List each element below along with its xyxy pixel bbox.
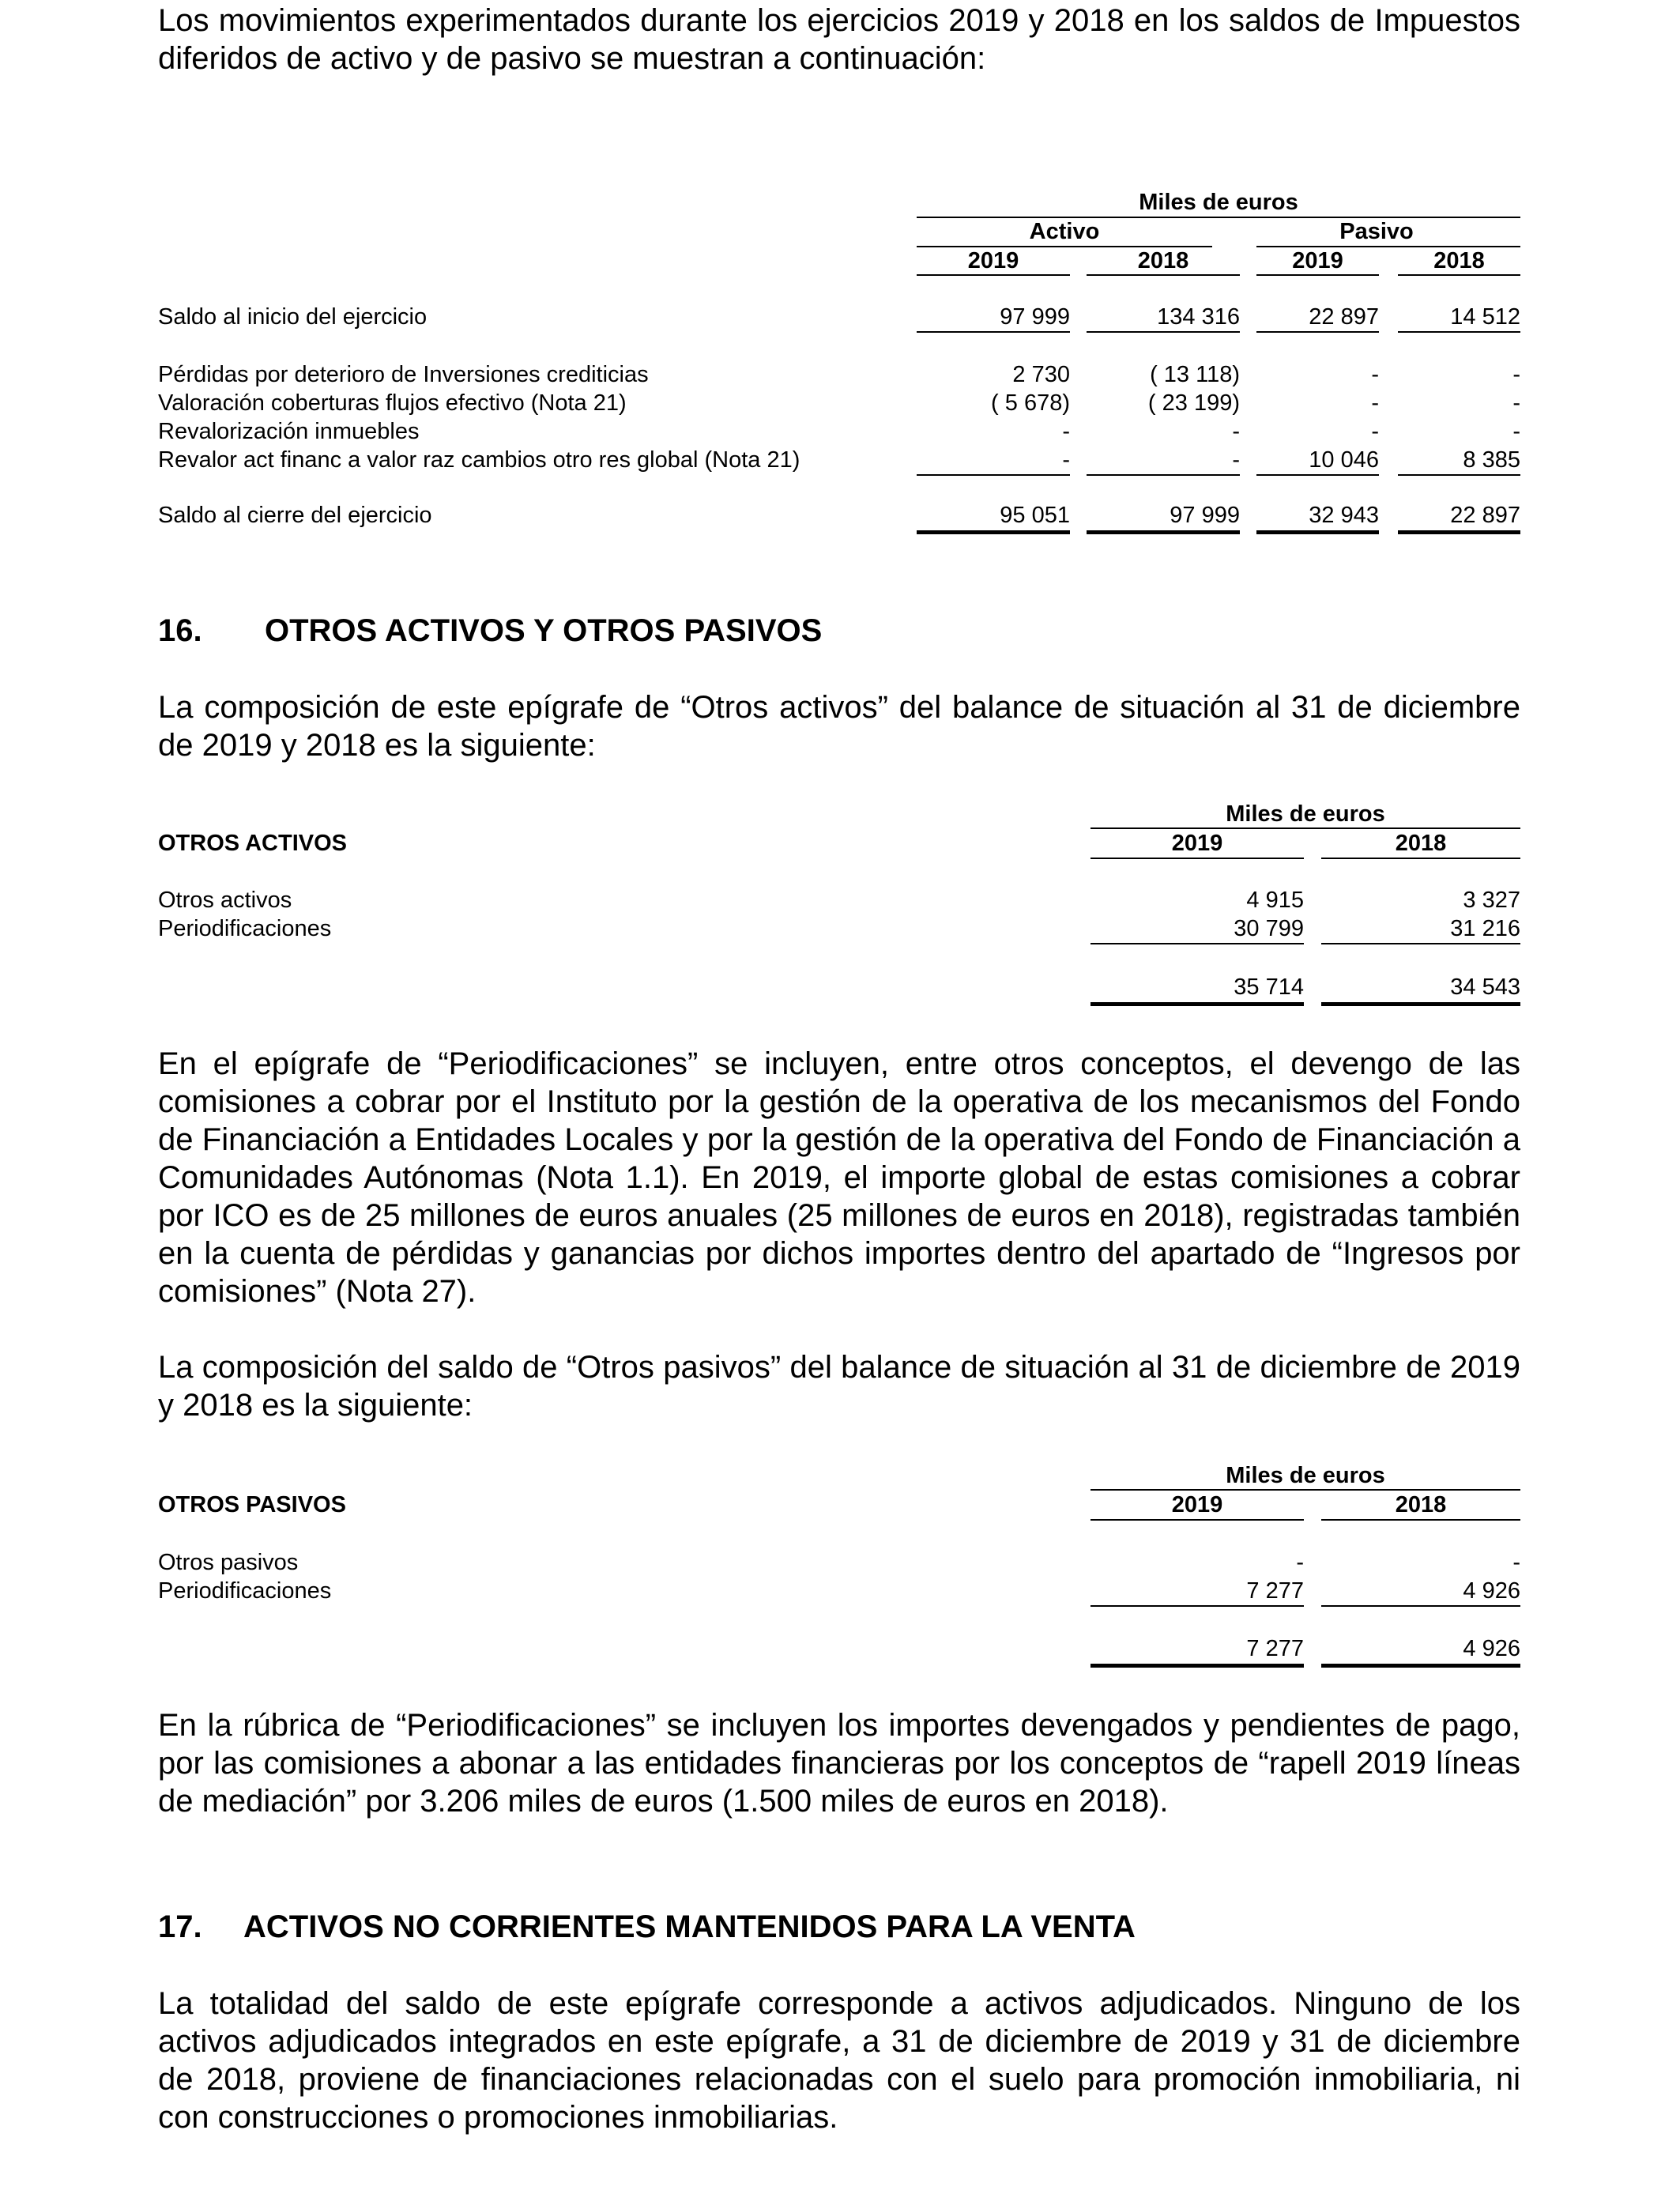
cell-value: ( 13 118)	[1150, 362, 1240, 387]
cell-value: 3 327	[1463, 888, 1520, 913]
group-activo: Activo	[1029, 219, 1100, 244]
row-rule	[1321, 1605, 1520, 1607]
total-rule	[1321, 1664, 1520, 1668]
cell-value: -	[1296, 1550, 1304, 1575]
cell-value: -	[1371, 390, 1379, 416]
year-rule	[917, 274, 1070, 276]
unit-header: Miles de euros	[1226, 801, 1385, 827]
row-label: Periodificaciones	[158, 916, 332, 941]
row-rule	[1321, 943, 1520, 944]
section-title: ACTIVOS NO CORRIENTES MANTENIDOS PARA LA VENTA	[243, 1909, 1136, 1944]
header-rule	[1090, 827, 1520, 829]
row-label: Saldo al cierre del ejercicio	[158, 503, 432, 528]
cell-value: 7 277	[1246, 1578, 1304, 1604]
total-value: 7 277	[1246, 1636, 1304, 1661]
year-col-1: 2019	[1171, 831, 1223, 856]
total-rule	[1090, 1002, 1304, 1006]
row-label: Saldo al inicio del ejercicio	[158, 304, 428, 330]
row-rule	[917, 474, 1070, 476]
row-label: Periodificaciones	[158, 1578, 332, 1604]
row-rule	[1090, 1605, 1304, 1607]
cell-value: 8 385	[1463, 447, 1520, 473]
section-17-heading	[158, 1909, 1136, 1945]
year-col-3: 2019	[1292, 248, 1343, 273]
year-rule	[1090, 858, 1304, 859]
intro-paragraph: Los movimientos experimentados durante los ejercicios 2019 y 2018 en los saldos de Impuestos diferidos de activo y de pasivo se muestran a continuación:	[158, 3, 1520, 76]
total-value: 35 714	[1234, 974, 1304, 1000]
row-label: Valoración coberturas flujos efectivo (Nota 21)	[158, 390, 627, 416]
row-label: Pérdidas por deterioro de Inversiones crediticias	[158, 362, 649, 387]
section-number: 17.	[158, 1909, 202, 1944]
cell-value: ( 5 678)	[991, 390, 1070, 416]
year-rule	[1256, 274, 1379, 276]
total-rule	[1256, 530, 1379, 534]
cell-value: 134 316	[1157, 304, 1240, 330]
year-col-2: 2018	[1395, 1492, 1447, 1517]
table-title: OTROS ACTIVOS	[158, 831, 347, 856]
year-col-1: 2019	[967, 248, 1019, 273]
cell-value: 14 512	[1450, 304, 1520, 330]
total-rule	[1090, 1664, 1304, 1668]
year-rule	[1398, 274, 1520, 276]
cell-value: 30 799	[1234, 916, 1304, 941]
year-rule	[1321, 858, 1520, 859]
cell-value: 97 999	[1170, 503, 1240, 528]
cell-value: ( 23 199)	[1147, 390, 1240, 416]
row-rule	[1398, 331, 1520, 333]
row-label: Revalorización inmuebles	[158, 419, 420, 444]
year-rule	[1090, 1519, 1304, 1521]
row-rule	[1087, 474, 1240, 476]
paragraph: En la rúbrica de “Periodificaciones” se incluyen los importes devengados y pendientes de pago, por las comisiones a abonar a las entidades financieras por los conceptos de “rapell 2019 líneas de mediación” por 3.206 miles de euros (1.500 miles de euros en 2018).	[158, 1708, 1520, 1819]
cell-value: -	[1512, 390, 1520, 416]
table-title: OTROS PASIVOS	[158, 1492, 346, 1517]
total-rule	[1398, 530, 1520, 534]
row-label: Otros pasivos	[158, 1550, 299, 1575]
paragraph: La composición de este epígrafe de “Otros activos” del balance de situación al 31 de diciembre de 2019 y 2018 es la siguiente:	[158, 690, 1520, 763]
year-col-2: 2018	[1137, 248, 1189, 273]
total-rule	[917, 530, 1070, 534]
row-label: Otros activos	[158, 888, 292, 913]
cell-value: 4 926	[1463, 1578, 1520, 1604]
total-value: 4 926	[1463, 1636, 1520, 1661]
cell-value: 4 915	[1246, 888, 1304, 913]
group-pasivo: Pasivo	[1339, 219, 1414, 244]
unit-header: Miles de euros	[1226, 1463, 1385, 1488]
total-rule	[1321, 1002, 1520, 1006]
year-col-2: 2018	[1395, 831, 1447, 856]
cell-value: 10 046	[1309, 447, 1379, 473]
cell-value: -	[1512, 1550, 1520, 1575]
year-col-4: 2018	[1433, 248, 1485, 273]
year-rule	[1087, 274, 1240, 276]
row-rule	[1090, 943, 1304, 944]
cell-value: 32 943	[1309, 503, 1379, 528]
cell-value: -	[1232, 447, 1240, 473]
row-rule	[1398, 474, 1520, 476]
cell-value: 22 897	[1309, 304, 1379, 330]
paragraph: En el epígrafe de “Periodificaciones” se incluyen, entre otros conceptos, el devengo de las comisiones a cobrar por el Instituto por la gestión de la operativa de los mecanismos del Fondo de Financiación a Entidades Locales y por la gestión de la operativa del Fondo de Financiación a Comunidades Autónomas (Nota 1.1). En 2019, el importe global de estas comisiones a cobrar por ICO es de 25 millones de euros anuales (25 millones de euros en 2018), registradas también en la cuenta de pérdidas y ganancias por dichos importes dentro del apartado de “Ingresos por comisiones” (Nota 27).	[158, 1046, 1520, 1309]
cell-value: -	[1371, 362, 1379, 387]
year-rule	[1321, 1519, 1520, 1521]
section-number: 16.	[158, 613, 202, 648]
cell-value: -	[1232, 419, 1240, 444]
paragraph: La composición del saldo de “Otros pasivos” del balance de situación al 31 de diciembre de 2019 y 2018 es la siguiente:	[158, 1350, 1520, 1423]
unit-header: Miles de euros	[1139, 190, 1298, 215]
total-value: 34 543	[1450, 974, 1520, 1000]
total-rule	[1087, 530, 1240, 534]
row-rule	[917, 331, 1070, 333]
header-rule	[1090, 1489, 1520, 1491]
cell-value: -	[1371, 419, 1379, 444]
cell-value: 97 999	[1000, 304, 1070, 330]
cell-value: -	[1512, 362, 1520, 387]
cell-value: 31 216	[1450, 916, 1520, 941]
cell-value: -	[1062, 447, 1070, 473]
row-rule	[1256, 331, 1379, 333]
paragraph: La totalidad del saldo de este epígrafe corresponde a activos adjudicados. Ninguno de los activos adjudicados integrados en este epígrafe, a 31 de diciembre de 2019 y 31 de diciembre de 2018, proviene de financiaciones relacionadas con el suelo para promoción inmobiliaria, ni con construcciones o promociones inmobiliarias.	[158, 1986, 1520, 2135]
row-label: Revalor act financ a valor raz cambios otro res global (Nota 21)	[158, 447, 800, 473]
cell-value: -	[1512, 419, 1520, 444]
row-rule	[1256, 474, 1379, 476]
section-title: OTROS ACTIVOS Y OTROS PASIVOS	[265, 613, 823, 648]
cell-value: 22 897	[1450, 503, 1520, 528]
year-col-1: 2019	[1171, 1492, 1223, 1517]
section-16-heading	[158, 613, 822, 649]
cell-value: 95 051	[1000, 503, 1070, 528]
cell-value: -	[1062, 419, 1070, 444]
cell-value: 2 730	[1012, 362, 1070, 387]
row-rule	[1087, 331, 1240, 333]
